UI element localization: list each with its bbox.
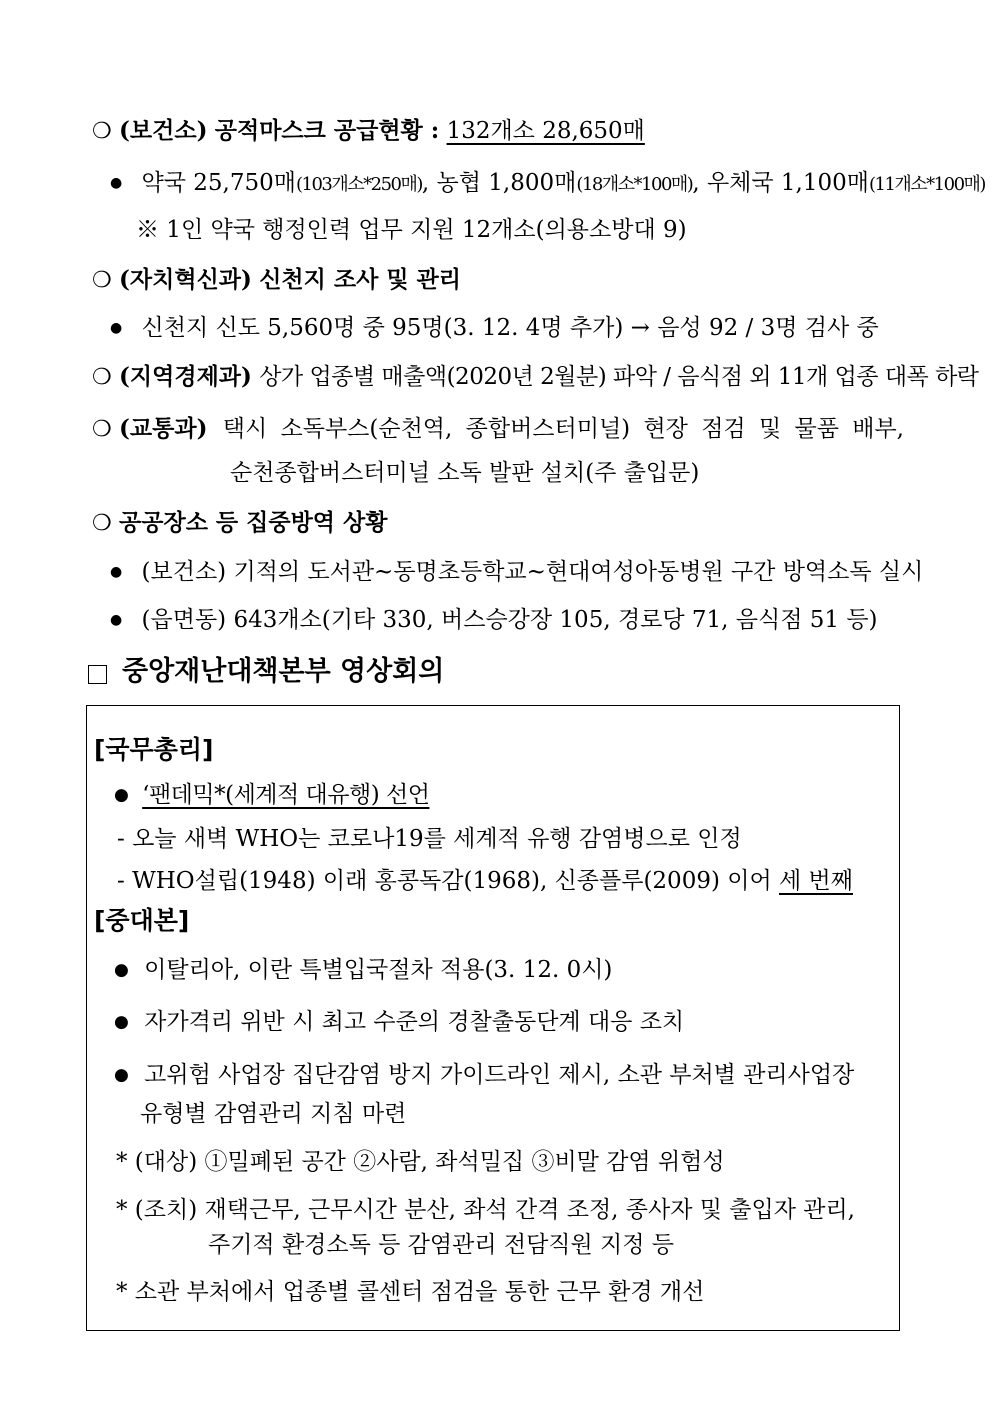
hq-header: [중대본] [94, 906, 190, 935]
circle-bullet-icon: ❍ [92, 365, 112, 390]
third-time-emphasis: 세 번째 [779, 868, 853, 894]
dot-bullet-icon: ● [114, 1065, 129, 1085]
post-breakdown: (11개소*100매) [868, 174, 985, 195]
heading-title: 공공장소 등 집중방역 상황 [119, 509, 388, 536]
economy-text: 상가 업종별 매출액(2020년 2월분) 파악 / 음식점 외 11개 업종 대폭 하락 [259, 364, 979, 390]
dept-label: (보건소) [119, 117, 208, 144]
economy-item [92, 362, 979, 393]
shincheonji-detail [110, 313, 879, 346]
circle-bullet-icon: ❍ [92, 119, 112, 144]
shincheonji-heading [92, 265, 461, 296]
hq-note: * (대상) ①밀폐된 공간 ②사람, 좌석밀집 ③비말 감염 위험성 [116, 1149, 725, 1175]
farm-count: , 농협 1,800매 [421, 170, 577, 196]
mask-supply-heading [92, 116, 645, 147]
pharmacy-breakdown: (103개소*250매) [295, 174, 422, 195]
pm-dash-line [117, 866, 853, 896]
circle-bullet-icon: ❍ [92, 268, 112, 293]
dot-bullet-icon: ● [110, 564, 123, 580]
circle-bullet-icon: ❍ [92, 511, 112, 536]
transport-text-line2: 순천종합버스터미널 소독 발판 설치(주 출입문) [230, 460, 700, 486]
mask-summary: 132개소 28,650매 [446, 118, 645, 144]
pharmacy-count: 약국 25,750매 [141, 170, 296, 196]
hq-bullet-text: 자가격리 위반 시 최고 수준의 경찰출동단계 대응 조치 [144, 1009, 685, 1035]
hq-bullet-text: 이탈리아, 이란 특별입국절차 적용(3. 12. 0시) [144, 957, 613, 983]
dot-bullet-icon: ● [110, 612, 123, 628]
pm-dash-text: - WHO설립(1948) 이래 홍콩독감(1968), 신종플루(2009) 이어 [117, 868, 779, 894]
heading-title: 신천지 조사 및 관리 [259, 266, 461, 293]
quarantine-bullet [110, 605, 878, 638]
quarantine-heading [92, 508, 387, 539]
section-title: 중앙재난대책본부 영상회의 [122, 656, 445, 687]
quarantine-bullet [110, 557, 923, 590]
mask-note: ※ 1인 약국 행정인력 업무 지원 12개소(의용소방대 9) [136, 217, 687, 243]
dept-label: (자치혁신과) [119, 266, 252, 293]
hq-note-continuation: 주기적 환경소독 등 감염관리 전담직원 지정 등 [208, 1232, 675, 1258]
hq-bullet [114, 955, 612, 987]
circle-bullet-icon: ❍ [92, 417, 112, 442]
post-count: , 우체국 1,100매 [692, 170, 869, 196]
pm-header: [국무총리] [94, 735, 214, 764]
hq-note: * 소관 부처에서 업종별 콜센터 점검을 통한 근무 환경 개선 [116, 1279, 705, 1305]
hq-bullet-continuation: 유형별 감염관리 지침 마련 [140, 1101, 407, 1127]
hq-note: * (조치) 재택근무, 근무시간 분산, 좌석 간격 조정, 종사자 및 출입자 관리, [116, 1197, 855, 1223]
hq-bullet-text: 고위험 사업장 집단감염 방지 가이드라인 제시, 소관 부처별 관리사업장 [144, 1062, 855, 1088]
hq-bullet [114, 1007, 684, 1039]
dept-label: (교통과) [119, 415, 208, 442]
dot-bullet-icon: ● [110, 175, 123, 191]
dot-bullet-icon: ● [110, 320, 123, 336]
pm-dash-line: - 오늘 새벽 WHO는 코로나19를 세계적 유행 감염병으로 인정 [117, 826, 742, 852]
dot-bullet-icon: ● [114, 960, 129, 980]
farm-breakdown: (18개소*100매) [576, 174, 693, 195]
dot-bullet-icon: ● [114, 1012, 129, 1032]
transport-text-line1: 택시 소독부스(순천역, 종합버스터미널) 현장 점검 및 물품 배부, [222, 416, 904, 442]
transport-item [92, 414, 904, 445]
mask-detail [110, 168, 985, 201]
heading-title: 공적마스크 공급현황 : [214, 117, 440, 144]
quarantine-bullet-text: (읍면동) 643개소(기타 330, 버스승강장 105, 경로당 71, 음식점 51 등) [141, 607, 878, 633]
section-checkbox-icon [88, 665, 107, 684]
dept-label: (지역경제과) [119, 363, 252, 390]
shincheonji-text: 신천지 신도 5,560명 중 95명(3. 12. 4명 추가) → 음성 92 / 3명 검사 중 [141, 315, 879, 341]
pm-headline [114, 780, 429, 812]
quarantine-bullet-text: (보건소) 기적의 도서관~동명초등학교~현대여성아동병원 구간 방역소독 실시 [141, 559, 924, 585]
dot-bullet-icon: ● [114, 785, 129, 805]
hq-bullet [114, 1060, 854, 1092]
pandemic-declaration: ‘팬데믹*(세계적 대유행) 선언 [142, 782, 430, 808]
